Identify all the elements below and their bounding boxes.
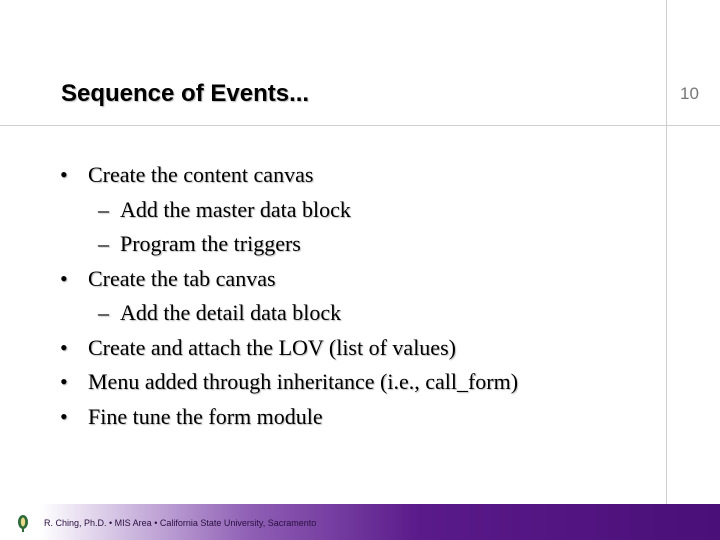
vertical-divider [666, 0, 667, 540]
bullet-marker: – [98, 196, 109, 222]
bullet-text: Menu added through inheritance (i.e., call_form) [88, 369, 519, 394]
footer-credit: R. Ching, Ph.D. • MIS Area • California State University, Sacramento [44, 518, 317, 528]
bullet-text: Add the master data block [120, 196, 351, 222]
university-seal-icon [16, 513, 30, 533]
bullet-text: Create the tab canvas [88, 265, 276, 291]
bullet-marker: • [60, 162, 68, 187]
bullet-text: Create the content canvas [88, 162, 314, 187]
footer-bar [0, 504, 720, 540]
bullet-text: Fine tune the form module [88, 403, 323, 429]
horizontal-divider [0, 125, 720, 126]
bullet-marker: • [60, 403, 68, 429]
bullet-marker: • [60, 265, 68, 291]
page-number: 10 [680, 84, 699, 103]
bullet-marker: • [60, 369, 68, 394]
bullet-marker: • [60, 334, 68, 360]
bullet-text: Add the detail data block [120, 300, 342, 325]
page-title: Sequence of Events... [61, 80, 310, 107]
bullet-marker: – [98, 300, 109, 325]
bullet-text: Create and attach the LOV (list of values) [88, 334, 456, 360]
bullet-text: Program the triggers [120, 231, 301, 256]
bullet-marker: – [98, 231, 109, 256]
